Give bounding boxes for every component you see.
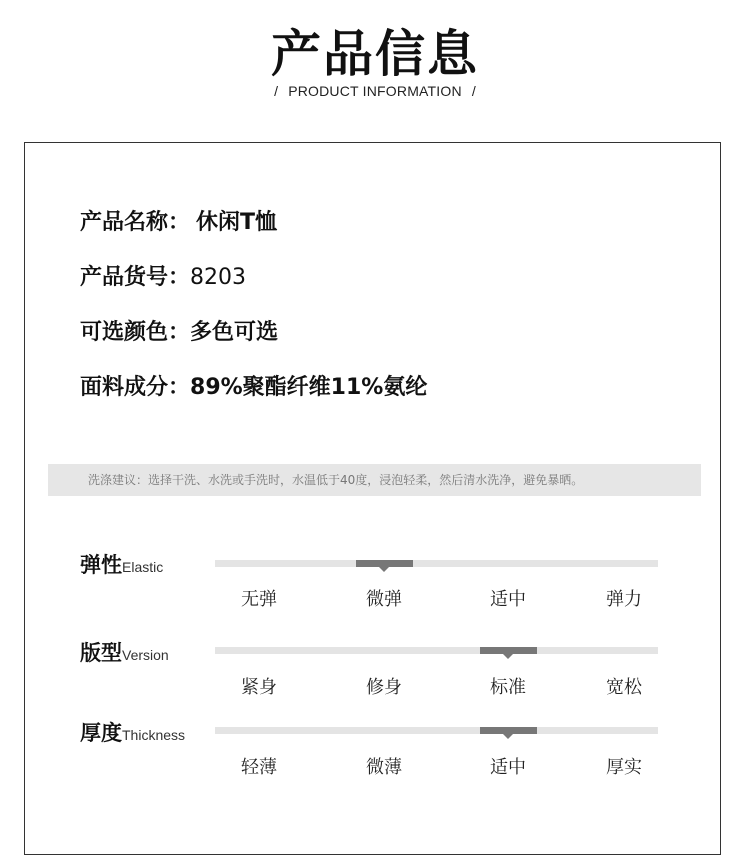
scale-marker xyxy=(480,647,537,654)
info-label: 产品货号： xyxy=(80,265,191,290)
scale-label-en: Version xyxy=(122,647,169,663)
info-label: 产品名称： xyxy=(80,210,191,235)
scale-option: 轻薄 xyxy=(241,757,277,778)
info-row-fabric xyxy=(80,370,427,401)
scale-option: 厚实 xyxy=(606,757,642,778)
scale-label-thickness xyxy=(80,717,185,747)
scale-track-version xyxy=(215,647,658,654)
info-label: 面料成分： xyxy=(80,375,191,400)
scale-label-elastic xyxy=(80,549,163,579)
info-value: 89%聚酯纤维11%氨纶 xyxy=(190,375,428,400)
scale-label-en: Thickness xyxy=(122,727,186,743)
care-instructions: 洗涤建议：选择干洗、水洗或手洗时，水温低于40度，浸泡轻柔，然后清水洗净，避免暴晒。 xyxy=(48,464,701,496)
info-frame xyxy=(24,142,721,855)
scale-label-version xyxy=(80,637,169,667)
subtitle-slash-right: / xyxy=(471,83,476,99)
scale-option: 适中 xyxy=(490,589,526,610)
scale-label-cn: 厚度 xyxy=(80,721,122,745)
page-title: 产品信息 xyxy=(271,25,479,83)
info-value: 多色可选 xyxy=(190,320,279,345)
scale-option: 宽松 xyxy=(606,677,642,698)
scale-label-en: Elastic xyxy=(122,559,164,575)
scale-option: 弹力 xyxy=(606,589,642,610)
info-value: 休闲T恤 xyxy=(196,210,278,235)
scale-marker xyxy=(480,727,537,734)
scale-option: 适中 xyxy=(490,757,526,778)
scale-option: 无弹 xyxy=(241,589,277,610)
scale-marker xyxy=(356,560,413,567)
info-row-name xyxy=(80,205,277,236)
scale-option: 紧身 xyxy=(241,677,277,698)
scale-track-thickness xyxy=(215,727,658,734)
scale-option: 微薄 xyxy=(366,757,402,778)
info-value: 8203 xyxy=(190,265,247,290)
info-row-colors xyxy=(80,315,278,346)
info-label: 可选颜色： xyxy=(80,320,191,345)
info-row-sku xyxy=(80,260,246,291)
scale-label-cn: 弹性 xyxy=(80,553,122,577)
scale-option: 修身 xyxy=(366,677,402,698)
page-subtitle xyxy=(0,83,750,99)
scale-label-cn: 版型 xyxy=(80,641,122,665)
subtitle-slash-left: / xyxy=(274,83,279,99)
scale-option: 标准 xyxy=(490,677,526,698)
subtitle-text: PRODUCT INFORMATION xyxy=(288,83,462,99)
scale-track-elastic xyxy=(215,560,658,567)
scale-option: 微弹 xyxy=(366,589,402,610)
